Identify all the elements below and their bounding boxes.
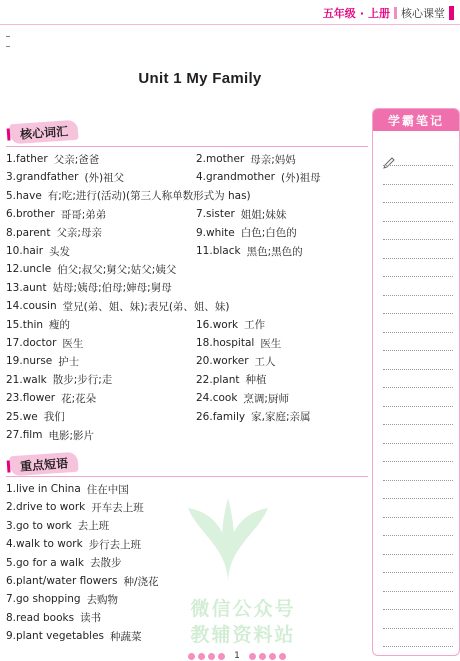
note-line (383, 591, 453, 592)
phrase-section-label: 重点短语 (19, 455, 69, 474)
vocab-meaning: 父亲;母亲 (56, 227, 102, 240)
vocab-word: 3.grandfather (6, 171, 79, 184)
vocab-row (6, 426, 366, 444)
vocab-section-tag (9, 120, 78, 145)
vocab-word: 21.walk (6, 373, 47, 386)
note-line (383, 258, 453, 259)
phrase-text: 8.read books (6, 611, 75, 624)
vocab-word: 20.worker (196, 355, 249, 368)
vocab-meaning: 黑色;黑色的 (246, 245, 303, 258)
vocab-item (196, 242, 303, 260)
vocab-meaning: 瘦的 (49, 319, 71, 332)
notes-panel (372, 108, 460, 656)
vocab-item (6, 279, 172, 297)
note-line (383, 202, 453, 203)
vocab-word: 8.parent (6, 226, 51, 239)
phrase-section-rule (6, 476, 368, 477)
pencil-icon (383, 157, 395, 169)
vocab-item (6, 205, 106, 223)
vocab-meaning: 医生 (260, 337, 282, 350)
footer-dot (198, 653, 205, 660)
phrase-meaning: 种蔬菜 (110, 630, 142, 643)
vocab-meaning: 种植 (245, 374, 267, 387)
vocab-meaning: 母亲;妈妈 (250, 153, 296, 166)
note-line (383, 461, 453, 462)
vocab-row (6, 205, 366, 223)
note-line (383, 350, 453, 351)
footer-dot (208, 653, 215, 660)
footer-dot (269, 653, 276, 660)
footer-dot (249, 653, 256, 660)
note-line (383, 239, 453, 240)
vocab-item (196, 316, 265, 334)
vocab-meaning: 有;吃;进行(活动)(第三人称单数形式为 has) (47, 190, 251, 203)
vocab-word: 2.mother (196, 153, 245, 165)
note-line (383, 295, 453, 296)
vocab-item (6, 371, 112, 389)
note-line (383, 369, 453, 370)
note-line (383, 628, 453, 629)
vocab-item (6, 150, 99, 168)
vocab-meaning: 工作 (244, 319, 266, 332)
vocab-meaning: 护士 (58, 355, 80, 368)
vocab-item (196, 371, 267, 389)
vocab-meaning: 白色;白色的 (240, 227, 297, 240)
term-label: 上册 (368, 7, 390, 20)
note-line (383, 332, 453, 333)
page-number: 1 (234, 651, 240, 661)
phrase-meaning: 步行去上班 (88, 538, 142, 551)
vocab-section-label: 核心词汇 (19, 123, 69, 142)
note-line (383, 517, 453, 518)
note-line (383, 276, 453, 277)
phrase-meaning: 读书 (80, 612, 102, 625)
vocab-row (6, 352, 366, 370)
note-line (383, 406, 453, 407)
page-footer (162, 652, 312, 660)
vocab-word: 19.nurse (6, 355, 53, 368)
vocab-word: 23.flower (6, 392, 56, 405)
vocab-item (6, 260, 176, 278)
vocab-word: 12.uncle (6, 263, 52, 276)
vocab-meaning: 我们 (43, 411, 65, 424)
vocab-meaning: (外)祖父 (84, 171, 125, 184)
vocab-row (6, 150, 366, 168)
note-line (383, 572, 453, 573)
vocab-row (6, 334, 366, 352)
vocab-word: 25.we (6, 410, 38, 423)
vocab-word: 16.work (196, 318, 239, 331)
grade-label: 五年级 (322, 7, 356, 20)
vocab-meaning: 父亲;爸爸 (53, 153, 100, 166)
vocab-item (6, 334, 83, 352)
notes-title: 学霸笔记 (373, 109, 459, 131)
vocab-word: 14.cousin (6, 300, 57, 313)
watermark-logo-icon (178, 488, 278, 588)
vocab-meaning: 姐姐;妹妹 (240, 208, 287, 221)
page-title: Unit 1 My Family (138, 70, 262, 87)
vocab-meaning: 散步;步行;走 (52, 374, 113, 387)
vocab-meaning: 电影;影片 (48, 429, 95, 442)
vocab-meaning: 医生 (62, 337, 84, 350)
phrase-meaning: 去上班 (77, 520, 110, 533)
vocab-meaning: 烹调;厨师 (243, 392, 289, 405)
note-line (383, 313, 453, 314)
header-separator: · (359, 6, 364, 20)
vocab-item (6, 224, 102, 242)
vocab-item (196, 352, 276, 370)
header-rule (0, 24, 460, 25)
vocab-word: 4.grandmother (196, 171, 275, 184)
note-line (383, 535, 453, 536)
vocab-meaning: 伯父;叔父;舅父;姑父;姨父 (57, 263, 177, 276)
vocab-word: 15.thin (6, 318, 44, 331)
footer-dot (188, 653, 195, 660)
vocab-item (196, 168, 321, 186)
note-line (383, 554, 453, 555)
vocab-word: 11.black (196, 245, 241, 257)
vocab-row (6, 260, 366, 278)
vocab-meaning: 家,家庭;亲属 (251, 411, 311, 424)
phrase-text: 7.go shopping (6, 593, 81, 606)
vocab-item (196, 205, 286, 223)
phrase-text: 2.drive to work (6, 501, 86, 514)
vocab-row (6, 371, 366, 389)
vocab-row (6, 279, 366, 297)
vocab-meaning: 工人 (254, 355, 276, 368)
footer-dot (218, 653, 225, 660)
vocab-meaning: 头发 (49, 245, 71, 258)
vocab-item (6, 297, 230, 315)
note-line (383, 221, 453, 222)
note-line (383, 165, 453, 166)
vocab-word: 13.aunt (6, 281, 47, 294)
watermark (168, 596, 318, 648)
note-line (383, 609, 453, 610)
phrase-meaning: 去购物 (86, 593, 119, 606)
vocab-item (196, 150, 296, 168)
watermark-line-2: 教辅资料站 (190, 624, 296, 646)
header-divider (394, 7, 397, 19)
vocab-meaning: 哥哥;弟弟 (60, 208, 107, 221)
vocab-word: 24.cook (196, 392, 238, 405)
vocab-word: 9.white (196, 226, 235, 239)
note-line (383, 498, 453, 499)
phrase-text: 4.walk to work (6, 538, 83, 551)
vocab-section-rule (6, 146, 368, 147)
vocab-item (6, 187, 251, 205)
vocab-item (6, 352, 79, 370)
vocab-item (6, 168, 124, 186)
vocab-word: 10.hair (6, 245, 44, 257)
phrase-meaning: 种/浇花 (123, 575, 159, 588)
margin-mark (6, 36, 10, 47)
vocab-word: 27.film (6, 429, 43, 441)
vocab-row (6, 187, 366, 205)
vocab-word: 6.brother (6, 208, 55, 221)
phrase-section-tag (9, 452, 78, 477)
note-line (383, 387, 453, 388)
vocab-row (6, 316, 366, 334)
phrase-text: 3.go to work (6, 519, 72, 532)
course-label: 核心课堂 (401, 7, 445, 20)
vocab-meaning: 堂兄(弟、姐、妹);表兄(弟、姐、妹) (62, 300, 230, 313)
notes-lines (373, 131, 459, 655)
phrase-meaning: 住在中国 (86, 483, 129, 496)
vocab-word: 1.father (6, 153, 48, 165)
vocab-item (6, 316, 70, 334)
vocab-item (6, 426, 94, 444)
phrase-meaning: 去散步 (90, 557, 122, 570)
vocab-item (196, 389, 289, 407)
note-line (383, 646, 453, 647)
vocab-meaning: (外)祖母 (280, 171, 321, 184)
footer-dot (279, 653, 286, 660)
vocab-word: 18.hospital (196, 337, 255, 349)
header-flag-icon (449, 6, 454, 20)
note-line (383, 184, 453, 185)
watermark-line-1: 微信公众号 (190, 598, 296, 620)
vocab-meaning: 花;花朵 (61, 392, 97, 405)
vocab-row (6, 224, 366, 242)
vocab-word: 26.family (196, 410, 246, 423)
vocab-word: 7.sister (196, 208, 235, 221)
vocab-meaning: 姑母;姨母;伯母;婶母;舅母 (52, 282, 172, 295)
footer-dot (259, 653, 266, 660)
phrase-text: 9.plant vegetables (6, 630, 105, 643)
vocab-word: 5.have (6, 189, 42, 202)
vocab-word: 22.plant (196, 373, 240, 386)
vocab-item (6, 408, 65, 426)
phrase-text: 1.live in China (6, 483, 81, 495)
phrase-text: 6.plant/water flowers (6, 575, 118, 587)
vocab-item (6, 242, 70, 260)
note-line (383, 480, 453, 481)
vocab-row (6, 389, 366, 407)
page-header (323, 4, 454, 22)
note-line (383, 443, 453, 444)
vocab-row (6, 297, 366, 315)
vocab-item (196, 408, 311, 426)
vocab-row (6, 168, 366, 186)
vocab-item (196, 334, 281, 352)
vocab-item (6, 389, 96, 407)
vocab-row (6, 242, 366, 260)
phrase-meaning: 开车去上班 (91, 501, 144, 514)
phrase-text: 5.go for a walk (6, 556, 85, 569)
vocab-word: 17.doctor (6, 337, 57, 349)
vocab-item (196, 224, 297, 242)
note-line (383, 424, 453, 425)
vocab-row (6, 408, 366, 426)
